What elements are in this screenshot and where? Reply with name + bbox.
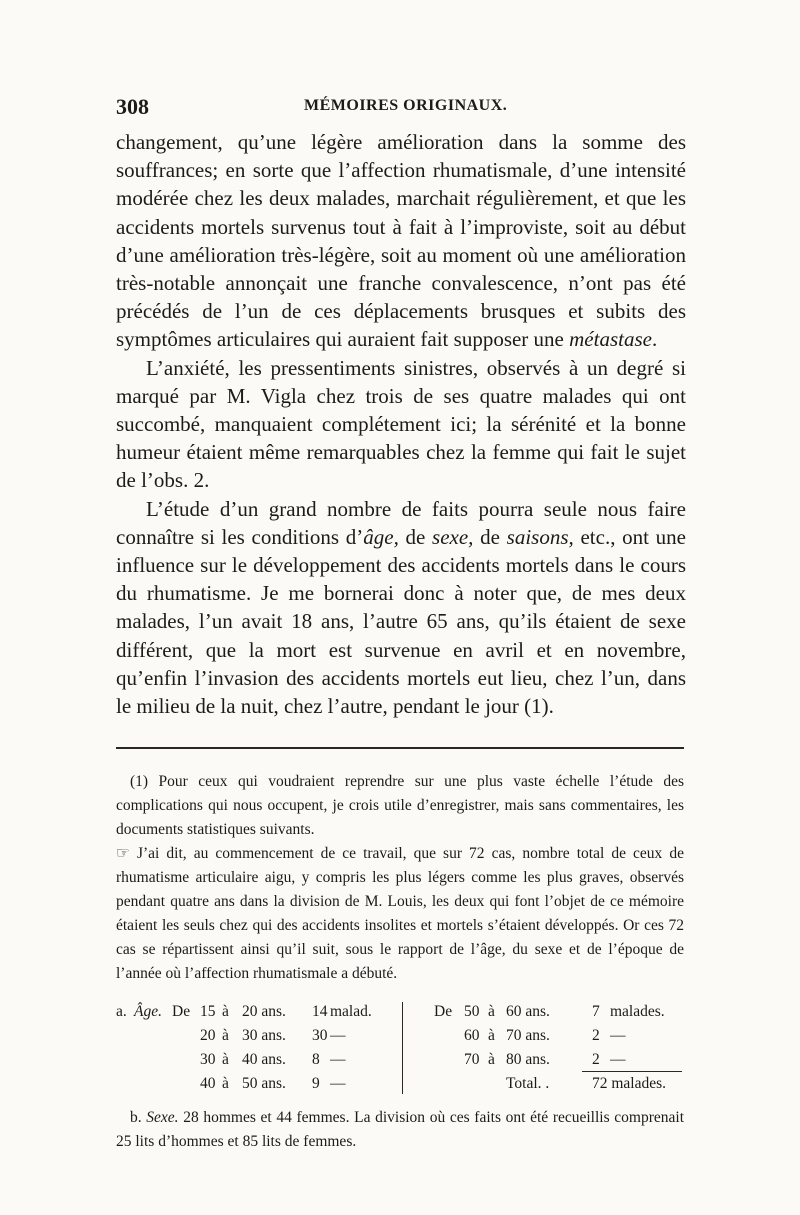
label-b: b.: [130, 1109, 142, 1126]
total-value: 72 malades.: [592, 1075, 667, 1092]
footnote-separator: [116, 747, 684, 749]
cell-r2: 40 ans.: [242, 1051, 286, 1068]
cell-u: —: [610, 1027, 626, 1044]
cell-r2: 30 ans.: [242, 1027, 286, 1044]
footnote-paragraph-1: (1) Pour ceux qui voudraient reprendre sur une plus vaste échelle l’étude des complications qui nous occupent, je crois utile d’enregistrer, mais sans commentaires, les documents statistiques suivants.: [116, 773, 684, 838]
cell-a: à: [488, 1003, 495, 1020]
cell-a: à: [222, 1075, 229, 1092]
cell-a: à: [222, 1051, 229, 1068]
italic-saisons: saisons,: [506, 524, 574, 549]
left-row: [116, 1048, 396, 1072]
italic-metastase: métastase: [569, 327, 652, 352]
cell-u: —: [610, 1051, 626, 1068]
cell-r2: 80 ans.: [506, 1051, 550, 1068]
cell-r1: 15: [200, 1003, 216, 1020]
left-row: [116, 1024, 396, 1048]
cell-n: 9: [312, 1075, 320, 1092]
paragraph-1: changement, qu’une légère amélioration dans la somme des souffrances; en sorte que l’affection rhumatismale, d’une intensité modérée chez les deux malades, marchait régulièrement, et que les accidents mortels survenus tout à fait à l’improviste, soit au début d’une amélioration très-légère, soit au moment où une amélioration très-notable annonçait une franche convalescence, n’ont pas été précédés de l’un de ces déplacements brusques et subits des symptômes articulaires qui auraient fait supposer une métastase.: [116, 130, 686, 352]
cell-r1: 60: [464, 1027, 480, 1044]
cell-u: malad.: [330, 1003, 372, 1020]
left-row: [116, 1000, 396, 1024]
total-label: Total. .: [506, 1075, 550, 1092]
label-a: a.: [116, 1003, 127, 1020]
label-age: Âge.: [134, 1003, 162, 1020]
cell-u: malades.: [610, 1003, 665, 1020]
cell-n: 30: [312, 1027, 328, 1044]
cell-de: De: [172, 1003, 191, 1020]
cell-de: De: [434, 1003, 453, 1020]
cell-r1: 30: [200, 1051, 216, 1068]
cell-r1: 40: [200, 1075, 216, 1092]
age-statistics-table: [116, 1000, 686, 1100]
age-table-left: [116, 1000, 396, 1096]
running-title: MÉMOIRES ORIGINAUX.: [304, 97, 508, 114]
label-sexe: Sexe.: [146, 1109, 179, 1126]
cell-n: 7: [592, 1003, 600, 1020]
cell-r2: 60 ans.: [506, 1003, 550, 1020]
cell-n: 2: [592, 1027, 600, 1044]
cell-u: —: [330, 1027, 346, 1044]
italic-age: âge,: [363, 524, 399, 549]
cell-a: à: [222, 1003, 229, 1020]
cell-a: à: [488, 1027, 495, 1044]
cell-u: —: [330, 1075, 346, 1092]
italic-sexe: sexe,: [432, 524, 474, 549]
cell-r2: 50 ans.: [242, 1075, 286, 1092]
footnote: [116, 770, 684, 986]
cell-n: 8: [312, 1051, 320, 1068]
cell-r2: 70 ans.: [506, 1027, 550, 1044]
cell-a: à: [222, 1027, 229, 1044]
page-header: [116, 94, 686, 122]
cell-n: 2: [592, 1051, 600, 1068]
cell-r1: 50: [464, 1003, 480, 1020]
cell-n: 14: [312, 1003, 328, 1020]
cell-u: —: [330, 1051, 346, 1068]
sex-statistics: b. Sexe. 28 hommes et 44 femmes. La division où ces faits ont été recueillis comprenait 25 lits d’hommes et 85 lits de femmes.: [116, 1109, 685, 1150]
main-text: [116, 128, 686, 720]
total-rule: [582, 1071, 682, 1072]
cell-a: à: [488, 1051, 495, 1068]
left-row: [116, 1072, 396, 1096]
cell-r1: 20: [200, 1027, 216, 1044]
table-divider: [402, 1002, 403, 1094]
pointing-hand-icon: ☞: [116, 845, 130, 862]
paragraph-3: L’étude d’un grand nombre de faits pourra seule nous faire connaître si les conditions d’âge, de sexe, de saisons, etc., ont une influence sur le développement des accidents mortels dans le cours du rhumatisme. Je me bornerai donc à noter que, de mes deux malades, l’un avait 18 ans, l’autre 65 ans, qu’ils étaient de sexe différent, que la mort est survenue en avril et en novembre, qu’enfin l’invasion des accidents mortels eut lieu, chez l’un, dans le milieu de la nuit, chez l’autre, pendant le jour (1).: [116, 496, 686, 719]
cell-r2: 20 ans.: [242, 1003, 286, 1020]
footnote-paragraph-2: ☞ J’ai dit, au commencement de ce travail, que sur 72 cas, nombre total de ceux de rhumatisme articulaire aigu, y compris les plus légers comme les plus graves, observés pendant quatre ans dans la division de M. Louis, les deux qui font l’objet de ce mémoire étaient les seuls chez qui des accidents insolites et mortels s’étaient développés. Or ces 72 cas se répartissent ainsi qu’il suit, sous le rapport de l’âge, du sexe et de l’époque de l’année où l’affection rhumatismale a débuté.: [116, 842, 684, 986]
paragraph-2: L’anxiété, les pressentiments sinistres, observés à un degré si marqué par M. Vigla chez trois de ses quatre malades qui ont succombé, manquaient complétement ici; la sérénité et la bonne humeur étaient même remarquables chez la femme qui fait le sujet de l’obs. 2.: [116, 355, 686, 493]
page-number: 308: [116, 94, 149, 119]
cell-r1: 70: [464, 1051, 480, 1068]
